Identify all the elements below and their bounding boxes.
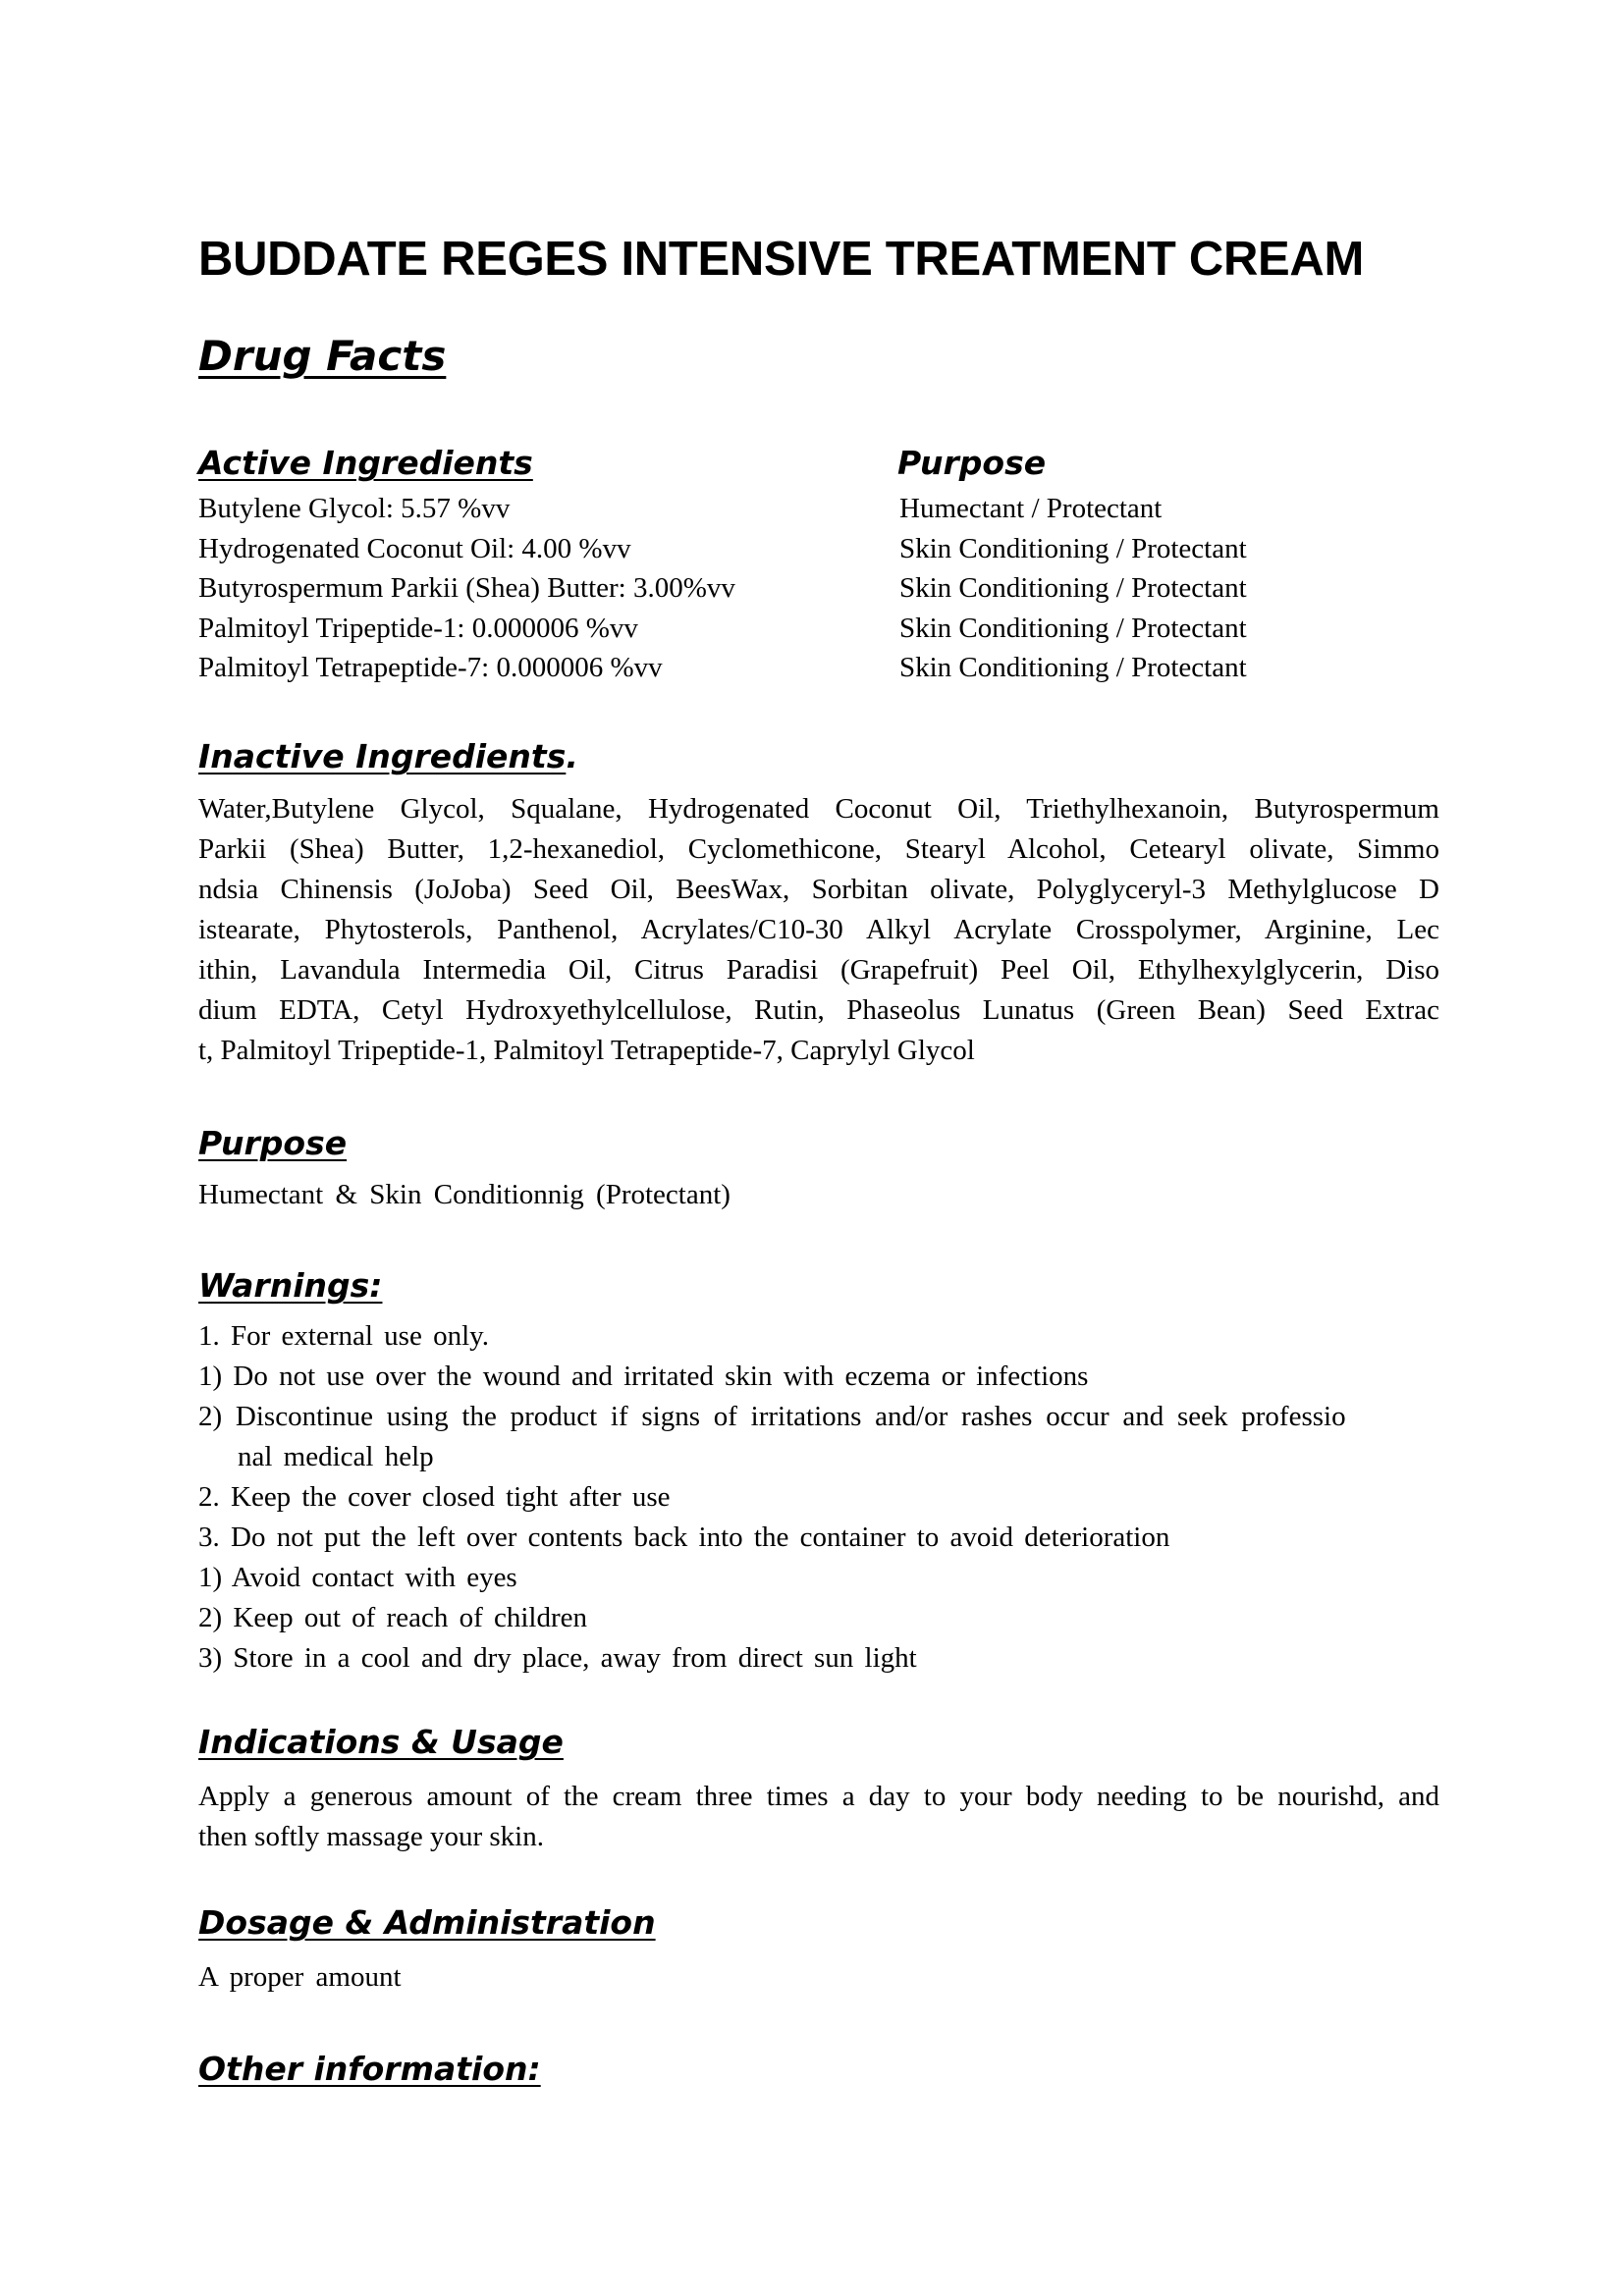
warning-item: 2) Keep out of reach of children: [198, 1602, 588, 1633]
paragraph-line: then softly massage your skin.: [198, 1821, 544, 1852]
inactive-ingredients-paragraph: [198, 789, 1439, 1071]
active-purpose: Humectant / Protectant: [899, 493, 1163, 524]
active-ingredient: Hydrogenated Coconut Oil: 4.00 %vv: [198, 532, 631, 564]
paragraph-line: ndsia Chinensis (JoJoba) Seed Oil, BeesWax, Sorbitan olivate, Polyglyceryl-3 Methylglucose D: [198, 874, 1439, 905]
other-information-heading-text: Other information:: [198, 2050, 541, 2088]
active-ingredients-heading-text: Active Ingredients: [198, 444, 533, 482]
indications-heading: [198, 1723, 564, 1761]
drug-facts-heading: Drug Facts: [198, 332, 447, 380]
paragraph-line: dium EDTA, Cetyl Hydroxyethylcellulose, Rutin, Phaseolus Lunatus (Green Bean) Seed Extrac: [198, 994, 1439, 1026]
paragraph-line: t, Palmitoyl Tripeptide-1, Palmitoyl Tetrapeptide-7, Caprylyl Glycol: [198, 1035, 975, 1066]
paragraph-line: Water,Butylene Glycol, Squalane, Hydrogenated Coconut Oil, Triethylhexanoin, Butyrospermum: [198, 793, 1439, 825]
indications-heading-text: Indications & Usage: [198, 1723, 564, 1761]
paragraph-line: Parkii (Shea) Butter, 1,2-hexanediol, Cyclomethicone, Stearyl Alcohol, Cetearyl olivate, Simmo: [198, 833, 1439, 865]
active-ingredients-list: [198, 489, 735, 688]
dosage-heading: [198, 1903, 656, 1942]
warning-item: nal medical help: [238, 1441, 434, 1472]
warning-item: 2. Keep the cover closed tight after use: [198, 1481, 671, 1513]
other-information-heading: [198, 2050, 541, 2088]
active-ingredient: Butyrospermum Parkii (Shea) Butter: 3.00%vv: [198, 572, 735, 604]
active-ingredient: Butylene Glycol: 5.57 %vv: [198, 493, 511, 524]
active-ingredients-heading: [198, 444, 533, 482]
paragraph-line: Apply a generous amount of the cream three times a day to your body needing to be nourishd, and: [198, 1781, 1439, 1812]
inactive-heading-suffix: .: [566, 737, 578, 775]
warning-item: 3. Do not put the left over contents back into the container to avoid deterioration: [198, 1522, 1170, 1553]
dosage-heading-text: Dosage & Administration: [198, 1903, 656, 1942]
warning-item: 1. For external use only.: [198, 1320, 490, 1352]
paragraph-line: istearate, Phytosterols, Panthenol, Acrylates/C10-30 Alkyl Acrylate Crosspolymer, Arginine, Lec: [198, 914, 1439, 945]
paragraph-line: ithin, Lavandula Intermedia Oil, Citrus Paradisi (Grapefruit) Peel Oil, Ethylhexylglycerin, Diso: [198, 954, 1439, 986]
purpose-column-heading: [897, 444, 1046, 482]
warning-item: 2) Discontinue using the product if signs of irritations and/or rashes occur and seek professio: [198, 1401, 1346, 1432]
inactive-ingredients-heading-text: Inactive Ingredients: [198, 737, 567, 775]
purpose-heading-text: Purpose: [198, 1124, 348, 1162]
warnings-heading-text: Warnings:: [198, 1266, 383, 1305]
purpose-heading: [198, 1124, 347, 1162]
inactive-ingredients-heading: [198, 737, 578, 775]
document-title: BUDDATE REGES INTENSIVE TREATMENT CREAM: [198, 233, 1365, 286]
warnings-list: [198, 1316, 1346, 1679]
warning-item: 3) Store in a cool and dry place, away from direct sun light: [198, 1642, 917, 1674]
active-purpose: Skin Conditioning / Protectant: [899, 612, 1247, 644]
active-purpose: Skin Conditioning / Protectant: [899, 532, 1247, 564]
dosage-text: A proper amount: [198, 1961, 402, 1993]
purpose-column-heading-text: Purpose: [897, 444, 1047, 482]
warnings-heading: [198, 1266, 382, 1305]
warning-item: 1) Avoid contact with eyes: [198, 1562, 517, 1593]
purpose-text: Humectant & Skin Conditionnig (Protectant): [198, 1179, 731, 1210]
warning-item: 1) Do not use over the wound and irritated skin with eczema or infections: [198, 1361, 1089, 1392]
active-purpose: Skin Conditioning / Protectant: [899, 652, 1247, 683]
active-purpose: Skin Conditioning / Protectant: [899, 572, 1247, 604]
active-ingredient: Palmitoyl Tetrapeptide-7: 0.000006 %vv: [198, 652, 663, 683]
active-ingredient: Palmitoyl Tripeptide-1: 0.000006 %vv: [198, 612, 638, 644]
active-purpose-list: [899, 489, 1247, 688]
indications-paragraph: [198, 1777, 1439, 1857]
